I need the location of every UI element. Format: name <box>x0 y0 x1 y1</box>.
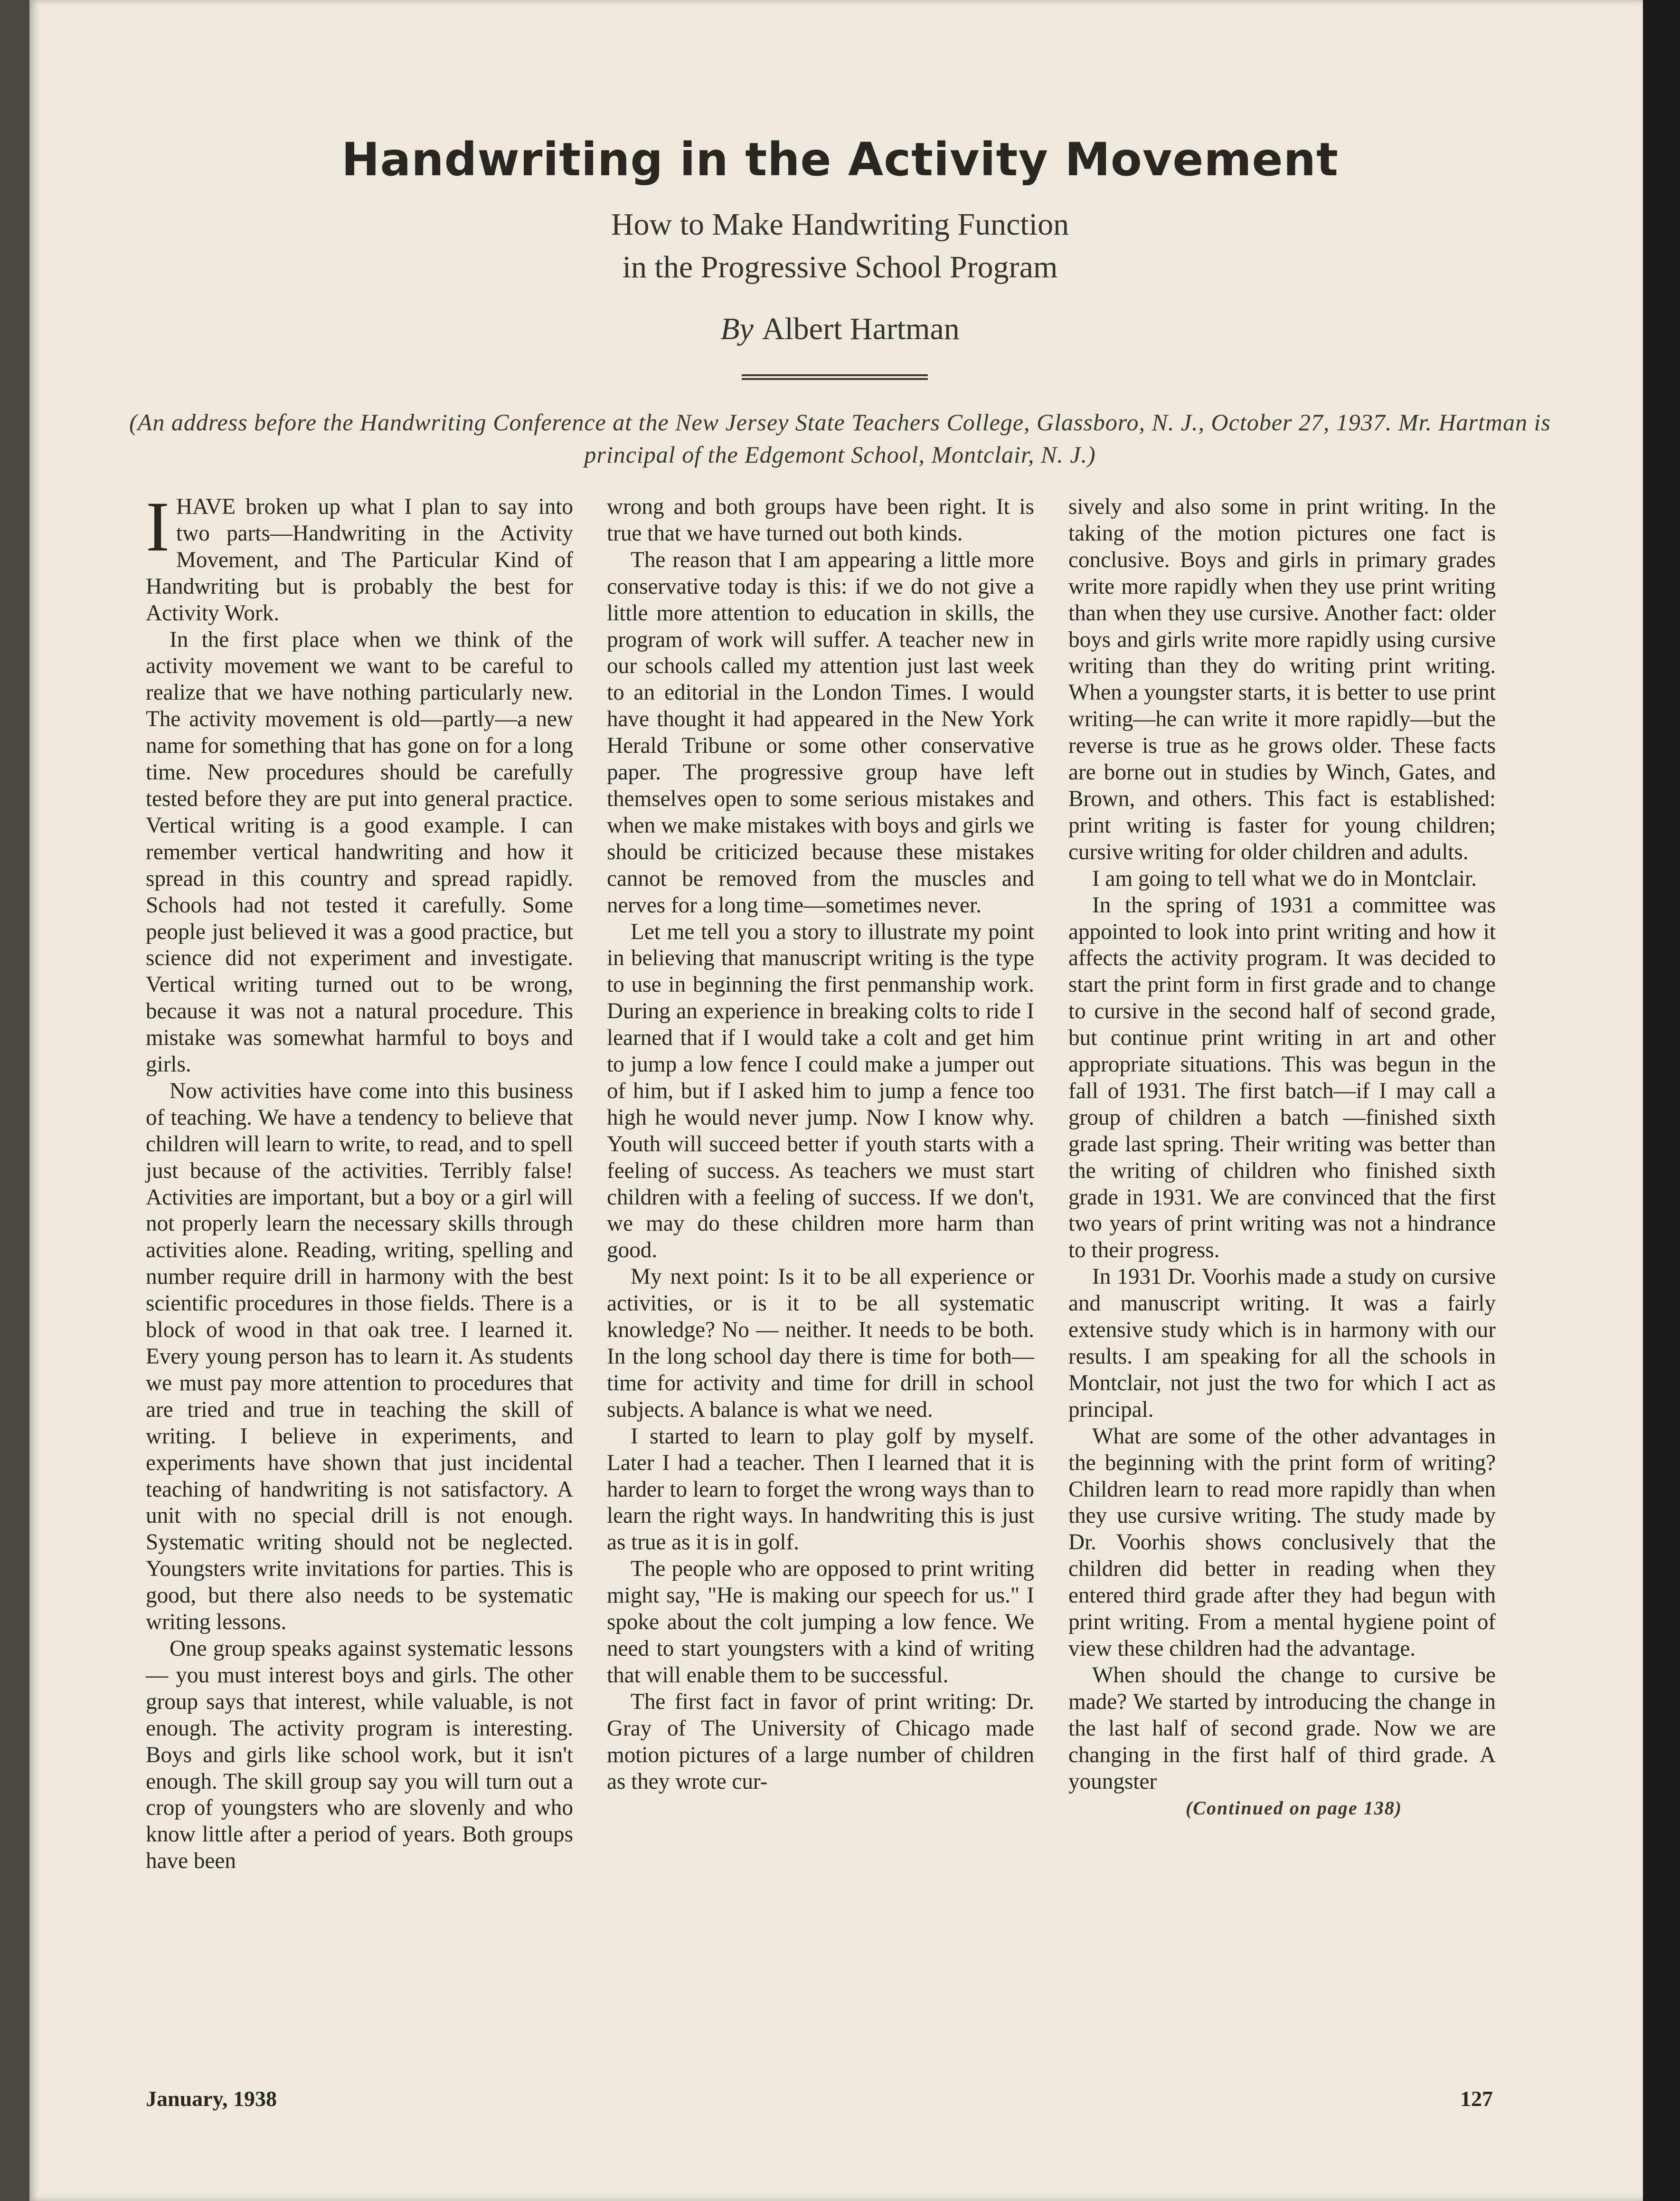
paragraph: The reason that I am appearing a little more conservative today is this: if we do not give a little more attention to education in skills, the program of work will suffer. A teacher new in our schools called my attention just last week to an editorial in the London Times. I would have thought it had appeared in the New York Herald Tribune or some other conservative paper. The progressive group have left themselves open to some serious mistakes and when we make mistakes with boys and girls we should be criticized because these mistakes cannot be removed from the muscles and nerves for a long time—sometimes never. <box>607 547 1034 918</box>
text-column-2 <box>607 494 1034 1795</box>
paragraph: Now activities have come into this business of teaching. We have a tendency to believe that children will learn to write, to read, and to spell just because of the activities. Terribly false! Activities are important, but a boy or a girl will not properly learn the necessary skills through activities alone. Reading, writing, spelling and number require drill in harmony with the best scientific procedures in those fields. There is a block of wood in that oak tree. I learned it. Every young person has to learn it. As students we must pay more attention to procedures that are tried and true in teaching the skill of writing. I believe in experiments, and experiments have shown that just incidental teaching of handwriting is not satisfactory. A unit with no special drill is not enough. Systematic writing should not be neglected. Youngsters write invitations for parties. This is good, but there also needs to be systematic writing lessons. <box>146 1078 573 1635</box>
byline-by: By <box>720 312 754 346</box>
issue-date: January, 1938 <box>146 2087 277 2111</box>
paragraph: In the spring of 1931 a committee was appointed to look into print writing and how it affects the activity program. It was decided to start the print form in first grade and to change to cursive in the second half of second grade, but continue print writing in art and other appropriate situations. This was begun in the fall of 1931. The first batch—if I may call a group of children a batch —finished sixth grade last spring. Their writing was better than the writing of children who finished sixth grade in 1931. We are convinced that the first two years of print writing was not a hindrance to their progress. <box>1068 892 1496 1263</box>
editor-note: (An address before the Handwriting Conference at the New Jersey State Teachers College, Glassboro, N. J., October 27, 1937. Mr. Hartman is principal of the Edgemont School, Montclair, N. J.) <box>129 409 1551 468</box>
paragraph: My next point: Is it to be all experience or activities, or is it to be all systematic knowledge? No — neither. It needs to be both. In the long school day there is time for both—time for activity and time for drill in school subjects. A balance is what we need. <box>607 1264 1034 1422</box>
paragraph: wrong and both groups have been right. It is true that we have turned out both kinds. <box>607 494 1034 546</box>
byline <box>0 311 1680 347</box>
paragraph: In 1931 Dr. Voorhis made a study on cursive and manuscript writing. It was a fairly extensive study which is in harmony with our results. I am speaking for all the schools in Montclair, not just the two for which I act as principal. <box>1068 1264 1496 1422</box>
paragraph: sively and also some in print writing. In the taking of the motion pictures one fact is conclusive. Boys and girls in primary grades write more rapidly when they use print writing than when they use cursive. Another fact: older boys and girls write more rapidly using cursive writing than they do writing print writing. When a youngster starts, it is better to use print writing—he can write it more rapidly—but the reverse is true as he grows older. These facts are borne out in studies by Winch, Gates, and Brown, and others. This fact is established: print writing is faster for young children; cursive writing for older children and adults. <box>1068 494 1496 864</box>
paragraph: Let me tell you a story to illustrate my point in believing that manuscript writing is the type to use in beginning the first penmanship work. During an experience in breaking colts to ride I learned that if I would take a colt and get him to jump a low fence I could make a jumper out of him, but if I asked him to jump a fence too high he would never jump. Now I know why. Youth will succeed better if youth starts with a feeling of success. As teachers we must start children with a feeling of success. If we don't, we may do these children more harm than good. <box>607 919 1034 1263</box>
drop-cap: I <box>146 487 170 566</box>
paragraph: I am going to tell what we do in Montclair. <box>1092 866 1477 891</box>
author-name: Albert Hartman <box>762 312 960 346</box>
paragraph: The first fact in favor of print writing: Dr. Gray of The University of Chicago made motion pictures of a large number of children as they wrote cur- <box>607 1689 1034 1794</box>
paragraph: The people who are opposed to print writing might say, "He is making our speech for us." I spoke about the colt jumping a low fence. We need to start youngsters with a kind of writing that will enable them to be successful. <box>607 1556 1034 1688</box>
paragraph: I started to learn to play golf by myself. Later I had a teacher. Then I learned that it is harder to learn to forget the wrong ways than to learn the right ways. In handwriting this is just as true as it is in golf. <box>607 1423 1034 1555</box>
paragraph: HAVE broken up what I plan to say into two parts—Handwriting in the Activity Movement, and The Particular Kind of Handwriting but is probably the best for Activity Work. <box>146 494 573 626</box>
text-column-3 <box>1068 494 1496 1822</box>
continued-note: (Continued on page 138) <box>1185 1797 1403 1819</box>
article-title: Handwriting in the Activity Movement <box>341 133 1339 186</box>
paragraph: In the first place when we think of the activity movement we want to be careful to realize that we have nothing particularly new. The activity movement is old—partly—a new name for something that has gone on for a long time. New procedures should be carefully tested before they are put into general practice. Vertical writing is a good example. I can remember vertical handwriting and how it spread in this country and spread rapidly. Schools had not tested it carefully. Some people just believed it was a good practice, but science did not experiment and investigate. Vertical writing turned out to be wrong, because it was not a natural procedure. This mistake was somewhat harmful to boys and girls. <box>146 627 573 1077</box>
text-column-1 <box>146 487 573 1875</box>
paragraph: When should the change to cursive be made? We started by introducing the change in the last half of second grade. Now we are changing in the first half of third grade. A youngster <box>1068 1662 1496 1794</box>
page-number: 127 <box>1460 2087 1493 2111</box>
article-subtitle-line-1: How to Make Handwriting Function <box>611 207 1069 242</box>
paragraph: One group speaks against systematic lessons — you must interest boys and girls. The other group says that interest, while valuable, is not enough. The activity program is interesting. Boys and girls like school work, but it isn't enough. The skill group say you will turn out a crop of youngsters who are slovenly and who know little after a period of years. Both groups have been <box>146 1636 573 1874</box>
title-divider-rule <box>742 374 928 380</box>
article-subtitle-line-2: in the Progressive School Program <box>622 250 1058 285</box>
paragraph: What are some of the other advantages in the beginning with the print form of writing? Children learn to read more rapidly than when they use cursive writing. The study made by Dr. Voorhis shows conclusively that the children did better in reading when they entered third grade after they had begun with print writing. From a mental hygiene point of view these children had the advantage. <box>1068 1423 1496 1661</box>
